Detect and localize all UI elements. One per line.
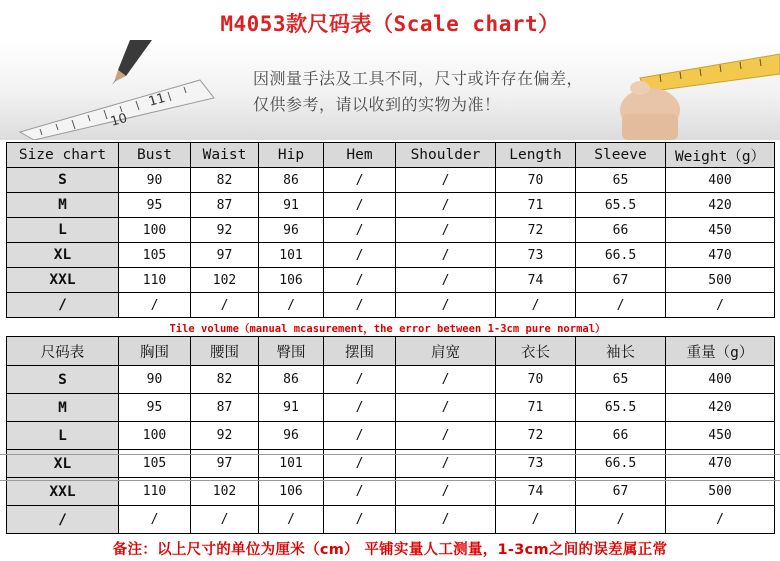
size-label-cell: L xyxy=(7,422,119,450)
size-label-cell: S xyxy=(7,366,119,394)
table-row xyxy=(7,394,775,422)
table-header-row xyxy=(7,143,775,168)
table-cell: 66.5 xyxy=(576,243,666,268)
table-cell: / xyxy=(396,478,496,506)
table-cell: / xyxy=(324,394,396,422)
table-cell: 74 xyxy=(496,268,576,293)
table-cell: 90 xyxy=(119,366,191,394)
size-label-cell: XXL xyxy=(7,478,119,506)
table-row xyxy=(7,422,775,450)
table-cell: 67 xyxy=(576,268,666,293)
table-cell: / xyxy=(324,243,396,268)
table-cell: 500 xyxy=(666,478,775,506)
table-cell: / xyxy=(324,218,396,243)
table-cell: / xyxy=(396,268,496,293)
table-cell: / xyxy=(496,293,576,318)
table-cell: 102 xyxy=(191,478,259,506)
table-cell: 470 xyxy=(666,450,775,478)
table-cell: 95 xyxy=(119,394,191,422)
table-cell: 420 xyxy=(666,394,775,422)
column-header: 袖长 xyxy=(576,337,666,366)
footnote: 备注：以上尺寸的单位为厘米（cm） 平铺实量人工测量，1-3cm之间的误差属正常 xyxy=(112,542,668,558)
table-cell: / xyxy=(396,168,496,193)
table-cell: 87 xyxy=(191,193,259,218)
column-header: Hip xyxy=(259,143,324,168)
table-cell: 74 xyxy=(496,478,576,506)
column-header: Bust xyxy=(119,143,191,168)
table-cell: 96 xyxy=(259,218,324,243)
table-cell: 100 xyxy=(119,218,191,243)
column-header: Length xyxy=(496,143,576,168)
table-cell: / xyxy=(396,366,496,394)
table-row xyxy=(7,478,775,506)
table-cell: 73 xyxy=(496,243,576,268)
table-cell: 73 xyxy=(496,450,576,478)
column-header: Size chart xyxy=(7,143,119,168)
table-cell: 90 xyxy=(119,168,191,193)
table-cell: 71 xyxy=(496,394,576,422)
table-cell: / xyxy=(324,293,396,318)
table-cell: 97 xyxy=(191,243,259,268)
table-cell: / xyxy=(576,506,666,534)
table-cell: 66.5 xyxy=(576,450,666,478)
table-cell: 66 xyxy=(576,218,666,243)
measurement-banner xyxy=(0,40,780,140)
table-cell: 500 xyxy=(666,268,775,293)
table-cell: 66 xyxy=(576,422,666,450)
column-header: 尺码表 xyxy=(7,337,119,366)
table-cell: / xyxy=(324,450,396,478)
table-cell: / xyxy=(396,218,496,243)
table-cell: 106 xyxy=(259,478,324,506)
column-header: 摆围 xyxy=(324,337,396,366)
table-cell: 400 xyxy=(666,366,775,394)
table-cell: 97 xyxy=(191,450,259,478)
notice-line-1: 因测量手法及工具不同，尺寸或许存在偏差， xyxy=(253,69,584,88)
table-cell: / xyxy=(259,293,324,318)
table-cell: 100 xyxy=(119,422,191,450)
table-cell: / xyxy=(191,506,259,534)
table-cell: 420 xyxy=(666,193,775,218)
page-title: M4053款尺码表（Scale chart） xyxy=(220,12,560,36)
table-cell: / xyxy=(396,293,496,318)
table-cell: 102 xyxy=(191,268,259,293)
table-cell: 400 xyxy=(666,168,775,193)
table-row xyxy=(7,268,775,293)
table-cell: / xyxy=(396,394,496,422)
column-header: 腰围 xyxy=(191,337,259,366)
table-cell: 86 xyxy=(259,168,324,193)
table-cell: / xyxy=(324,478,396,506)
table-cell: 110 xyxy=(119,268,191,293)
table-row xyxy=(7,506,775,534)
table-cell: / xyxy=(191,293,259,318)
size-label-cell: / xyxy=(7,506,119,534)
column-header: Waist xyxy=(191,143,259,168)
column-header: 臀围 xyxy=(259,337,324,366)
column-header: Sleeve xyxy=(576,143,666,168)
column-header: 重量（g） xyxy=(666,337,775,366)
table-cell: 82 xyxy=(191,168,259,193)
table-cell: 65 xyxy=(576,168,666,193)
table-cell: 71 xyxy=(496,193,576,218)
table-cell: / xyxy=(396,422,496,450)
table-cell: 470 xyxy=(666,243,775,268)
table-cell: / xyxy=(119,506,191,534)
table-cell: / xyxy=(324,506,396,534)
table-cell: / xyxy=(324,193,396,218)
table-cell: 65 xyxy=(576,366,666,394)
table-cell: 91 xyxy=(259,394,324,422)
size-label-cell: / xyxy=(7,293,119,318)
size-label-cell: XL xyxy=(7,243,119,268)
ruler-mark-11: 11 xyxy=(146,90,168,110)
table-cell: 92 xyxy=(191,218,259,243)
table-cell: 105 xyxy=(119,450,191,478)
tolerance-note: Tile volume（manual mcasurement，the error between 1-3cm pure normal） xyxy=(169,323,606,335)
size-label-cell: S xyxy=(7,168,119,193)
table-cell: / xyxy=(324,268,396,293)
table-cell: 450 xyxy=(666,218,775,243)
column-header: Weight（g） xyxy=(666,143,775,168)
table-cell: / xyxy=(496,506,576,534)
table-cell: / xyxy=(324,366,396,394)
size-table-english xyxy=(6,142,775,318)
table-cell: 72 xyxy=(496,422,576,450)
table-cell: 95 xyxy=(119,193,191,218)
table-cell: 96 xyxy=(259,422,324,450)
size-label-cell: M xyxy=(7,193,119,218)
size-label-cell: M xyxy=(7,394,119,422)
size-table-chinese xyxy=(6,336,775,534)
table-cell: 70 xyxy=(496,366,576,394)
table-row xyxy=(7,243,775,268)
table-cell: 106 xyxy=(259,268,324,293)
table-cell: 110 xyxy=(119,478,191,506)
table-cell: 450 xyxy=(666,422,775,450)
table-cell: / xyxy=(259,506,324,534)
scan-line xyxy=(0,480,780,481)
table-cell: 91 xyxy=(259,193,324,218)
table-cell: 72 xyxy=(496,218,576,243)
table-cell: 87 xyxy=(191,394,259,422)
table-cell: 82 xyxy=(191,366,259,394)
table-row xyxy=(7,193,775,218)
table-cell: 105 xyxy=(119,243,191,268)
table-row xyxy=(7,218,775,243)
table-cell: / xyxy=(666,293,775,318)
column-header: 胸围 xyxy=(119,337,191,366)
table-cell: 86 xyxy=(259,366,324,394)
table-row xyxy=(7,366,775,394)
table-cell: / xyxy=(119,293,191,318)
size-label-cell: XXL xyxy=(7,268,119,293)
table-cell: 65.5 xyxy=(576,394,666,422)
column-header: Shoulder xyxy=(396,143,496,168)
table-header-row xyxy=(7,337,775,366)
table-cell: 70 xyxy=(496,168,576,193)
notice-line-2: 仅供参考，请以收到的实物为准！ xyxy=(253,95,501,114)
table-cell: / xyxy=(396,506,496,534)
table-cell: 67 xyxy=(576,478,666,506)
size-label-cell: XL xyxy=(7,450,119,478)
column-header: Hem xyxy=(324,143,396,168)
scan-line xyxy=(0,454,780,455)
table-row xyxy=(7,293,775,318)
table-cell: 101 xyxy=(259,243,324,268)
table-cell: 65.5 xyxy=(576,193,666,218)
table-cell: / xyxy=(396,243,496,268)
table-cell: 101 xyxy=(259,450,324,478)
table-cell: / xyxy=(576,293,666,318)
table-cell: / xyxy=(396,450,496,478)
measurement-notice xyxy=(253,66,583,118)
column-header: 肩宽 xyxy=(396,337,496,366)
table-cell: / xyxy=(324,422,396,450)
table-cell: 92 xyxy=(191,422,259,450)
ruler-mark-10: 10 xyxy=(108,110,130,130)
table-row xyxy=(7,168,775,193)
size-label-cell: L xyxy=(7,218,119,243)
table-cell: / xyxy=(324,168,396,193)
column-header: 衣长 xyxy=(496,337,576,366)
table-cell: / xyxy=(666,506,775,534)
table-cell: / xyxy=(396,193,496,218)
